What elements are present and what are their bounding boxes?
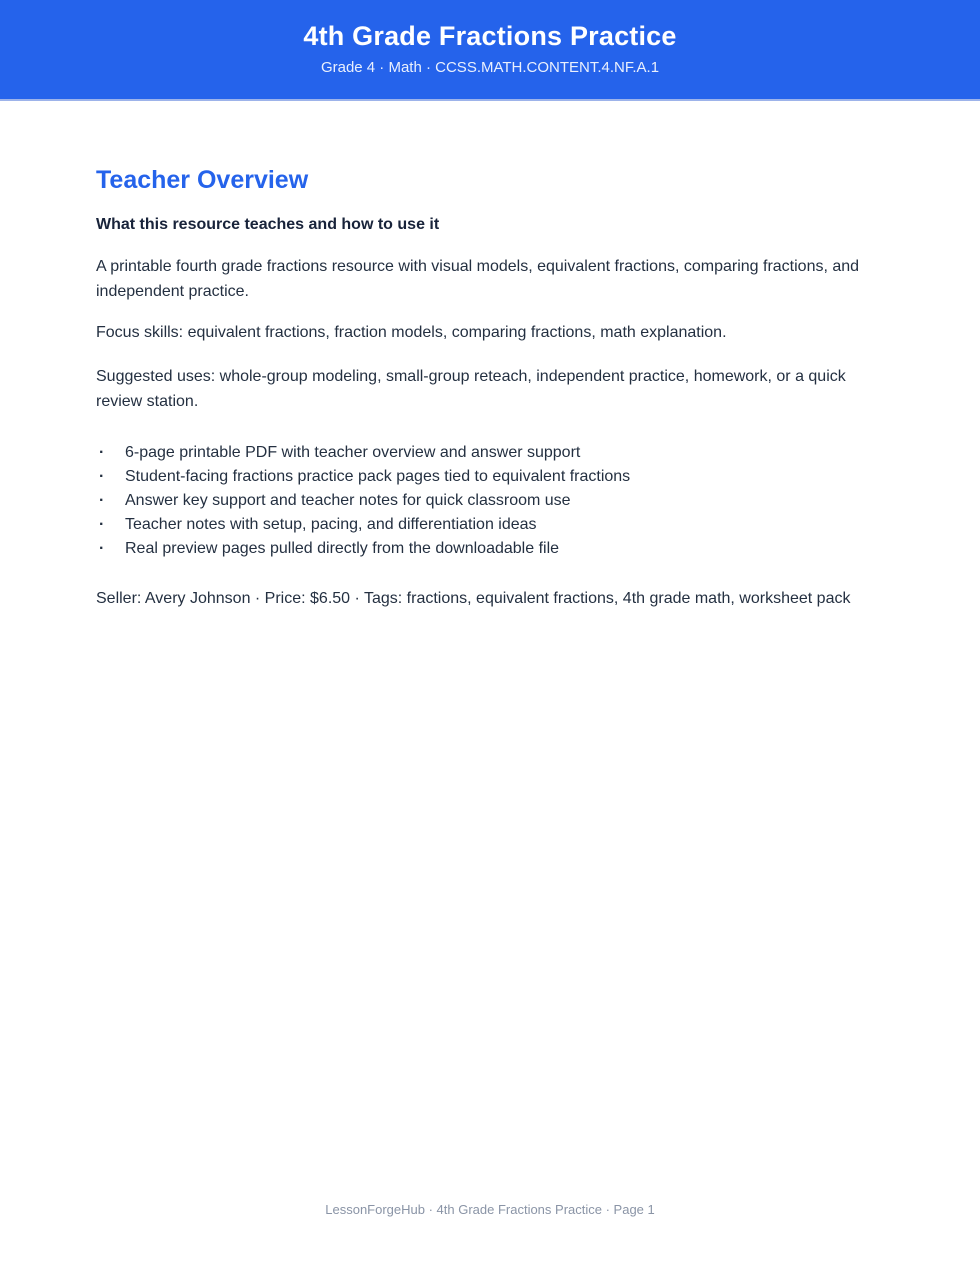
list-item [96, 537, 884, 561]
page-footer: LessonForgeHub · 4th Grade Fractions Practice · Page 1 [325, 1202, 655, 1217]
section-heading: Teacher Overview [96, 166, 309, 194]
section-subheading: What this resource teaches and how to use it [96, 216, 440, 233]
document-title: 4th Grade Fractions Practice [303, 21, 677, 51]
document-body [0, 165, 980, 611]
feature-list [96, 441, 884, 561]
list-item-text: Real preview pages pulled directly from the downloadable file [125, 540, 560, 557]
bullet-icon: · [99, 540, 105, 557]
focus-skills-paragraph: Focus skills: equivalent fractions, fraction models, comparing fractions, math explanation. [96, 324, 727, 341]
list-item [96, 489, 884, 513]
document-header [0, 0, 980, 101]
bullet-icon: · [99, 492, 105, 509]
list-item [96, 513, 884, 537]
list-item-text: Teacher notes with setup, pacing, and differentiation ideas [125, 516, 537, 533]
document-subtitle: Grade 4 · Math · CCSS.MATH.CONTENT.4.NF.A.1 [320, 59, 660, 76]
seller-info: Seller: Avery Johnson · Price: $6.50 · Tags: fractions, equivalent fractions, 4th grade math, worksheet pack [96, 590, 851, 607]
suggested-uses-paragraph: Suggested uses: whole-group modeling, small-group reteach, independent practice, homework, or a quick review station. [96, 368, 846, 410]
list-item-text: Student-facing fractions practice pack pages tied to equivalent fractions [125, 468, 631, 485]
list-item-text: Answer key support and teacher notes for quick classroom use [125, 492, 571, 509]
bullet-icon: · [99, 516, 105, 533]
list-item [96, 441, 884, 465]
bullet-icon: · [99, 444, 105, 461]
bullet-icon: · [99, 468, 105, 485]
overview-paragraph: A printable fourth grade fractions resource with visual models, equivalent fractions, comparing fractions, and independent practice. [96, 258, 860, 300]
list-item [96, 465, 884, 489]
list-item-text: 6-page printable PDF with teacher overview and answer support [125, 444, 581, 461]
